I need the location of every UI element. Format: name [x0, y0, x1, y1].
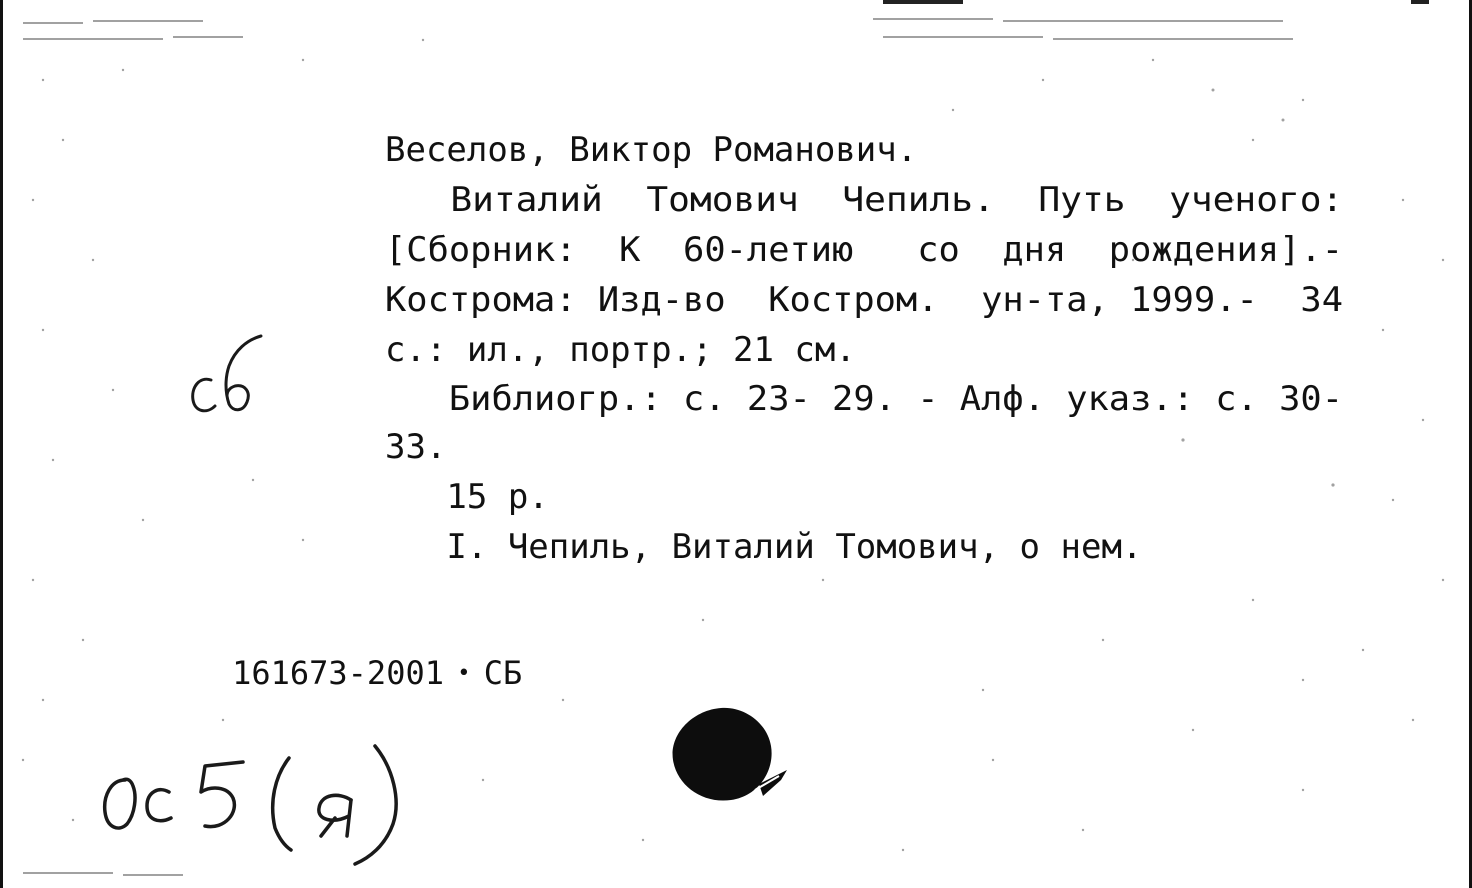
subject-entry: I. Чепиль, Виталий Томович, о нем.	[385, 527, 1143, 567]
handwritten-shelfmark	[93, 740, 423, 870]
price: 15 р.	[385, 477, 549, 517]
handwritten-mark-left	[181, 330, 281, 430]
scan-edge-mark	[883, 0, 963, 4]
bibliography-note: Библиогр.: с. 23- 29. - Алф. указ.: с. 30-	[385, 379, 1343, 419]
title-line: Виталий Томович Чепиль. Путь ученого:	[385, 180, 1344, 220]
bibliography-note: 33.	[385, 427, 447, 467]
accession-number-value: 161673-2001	[232, 654, 444, 692]
author-heading: Веселов, Виктор Романович.	[385, 130, 918, 170]
ink-blot	[663, 700, 793, 810]
accession-number	[155, 622, 522, 729]
title-line: [Сборник: К 60-летию со дня рождения].-	[385, 230, 1343, 270]
scan-edge-mark	[1411, 0, 1429, 4]
accession-suffix: СБ	[483, 654, 523, 692]
title-line: Кострома: Изд-во Костром. ун-та, 1999.- 34	[385, 280, 1343, 320]
title-line: с.: ил., портр.; 21 см.	[385, 330, 856, 370]
separator-dot: •	[443, 661, 484, 686]
